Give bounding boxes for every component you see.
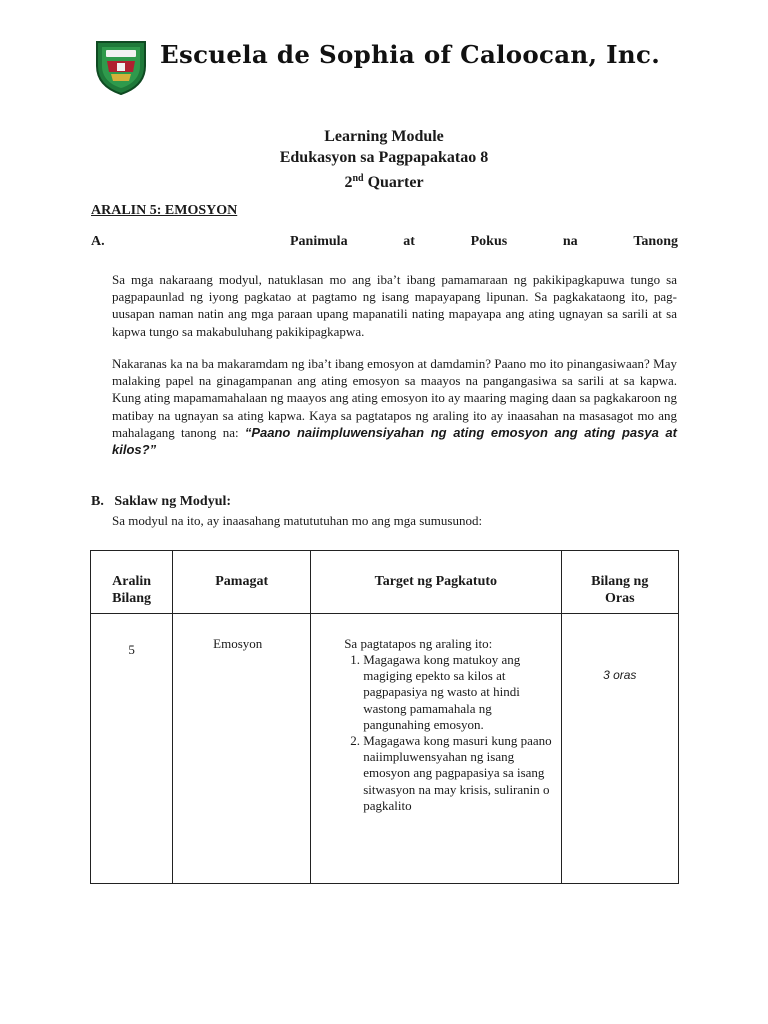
school-name: Escuela de Sophia of Caloocan, Inc. (160, 40, 661, 69)
cell-targets (311, 614, 561, 884)
table-header-row (91, 551, 679, 614)
table-row (91, 614, 679, 884)
targets-list (311, 652, 560, 814)
header-text: Bilang (112, 591, 152, 606)
section-a-word: na (562, 234, 578, 249)
module-title: Learning Module (324, 128, 444, 145)
intro-paragraph: Sa mga nakaraang modyul, natuklasan mo ang iba’t ibang pamamaraan ng pakikipagkapuwa tungo sa pagpapaunlad ng iyong pagkatao at pagtamo ng isang mapayapang lipunan. Sa pagkakataong ito, pag-uusapan naman natin ang mga paraan upang mapanatili nating mapayapa ang ating ugnayan sa sarili at sa kapwa tungo sa makabuluhang pakikipagkapwa. (112, 272, 677, 339)
cell-title: Emosyon (173, 614, 311, 884)
section-a-letter: A. (91, 234, 105, 249)
targets-intro: Sa pagtatapos ng araling ito: (344, 636, 493, 651)
list-item: 2. Magagawa kong masuri kung paano naiimpluwensyahan ng isang emosyon ang pagpapasiya sa isang sitwasyon na may krisis, suliranin o pagkalito (363, 733, 552, 814)
header-text: Aralin (112, 574, 152, 589)
header-hours (561, 551, 678, 614)
quarter-number: 2 (344, 174, 353, 191)
section-a-word: Pokus (470, 234, 508, 249)
objectives-table (90, 550, 679, 884)
section-a-word: Tanong (633, 234, 678, 249)
school-logo (93, 36, 149, 96)
header-text: Pamagat (215, 574, 269, 589)
focus-paragraph (112, 355, 677, 458)
lesson-heading: ARALIN 5: EMOSYON (91, 203, 238, 218)
header-text: Bilang ng (591, 574, 649, 589)
section-a-word: at (403, 234, 415, 249)
subject-title: Edukasyon sa Pagpapakatao 8 (279, 149, 489, 166)
header-lesson-number (91, 551, 173, 614)
focus-paragraph-text: Nakaranas ka na ba makaramdam ng iba’t ibang emosyon at damdamin? Paano mo ito pinangasiwaan? May malaking papel na ginagampanan ang ating emosyon sa maayos na pangangasiwa sa sarili at sa kapwa. Kung ating mapamamahalaan ng maayos ang ating emosyon ito ay maaring maging daan sa pagkakaroon ng matibay na ugnayan sa ating kapwa. Kaya sa pagtatapos ng araling ito ay inaasahan na masasagot mo ang mahalagang tanong na: (112, 356, 677, 440)
header-text: Target ng Pagkatuto (374, 574, 498, 589)
quarter-title (0, 168, 768, 193)
module-title-block (0, 126, 768, 193)
section-a-word: Panimula (290, 234, 348, 249)
header-target (311, 551, 561, 614)
cell-lesson-number: 5 (91, 614, 173, 884)
list-item: 1. Magagawa kong matukoy ang magiging epekto sa kilos at pagpapasiya ng wasto at hindi wastong pamamahala ng pangunahing emosyon. (363, 652, 552, 733)
section-b-heading: B. Saklaw ng Modyul: (91, 494, 232, 509)
cell-hours: 3 oras (561, 614, 678, 884)
header-title (173, 551, 311, 614)
quarter-suffix: nd (352, 173, 364, 184)
header-text: Oras (604, 591, 635, 606)
section-b-subtitle: Sa modyul na ito, ay inaasahang matututuhan mo ang mga sumusunod: (112, 513, 483, 528)
section-a-heading (290, 234, 678, 250)
quarter-word: Quarter (363, 174, 424, 191)
focus-question: “Paano naiimpluwensiyahan ng ating emosyon ang ating pasya at kilos?” (112, 424, 677, 458)
